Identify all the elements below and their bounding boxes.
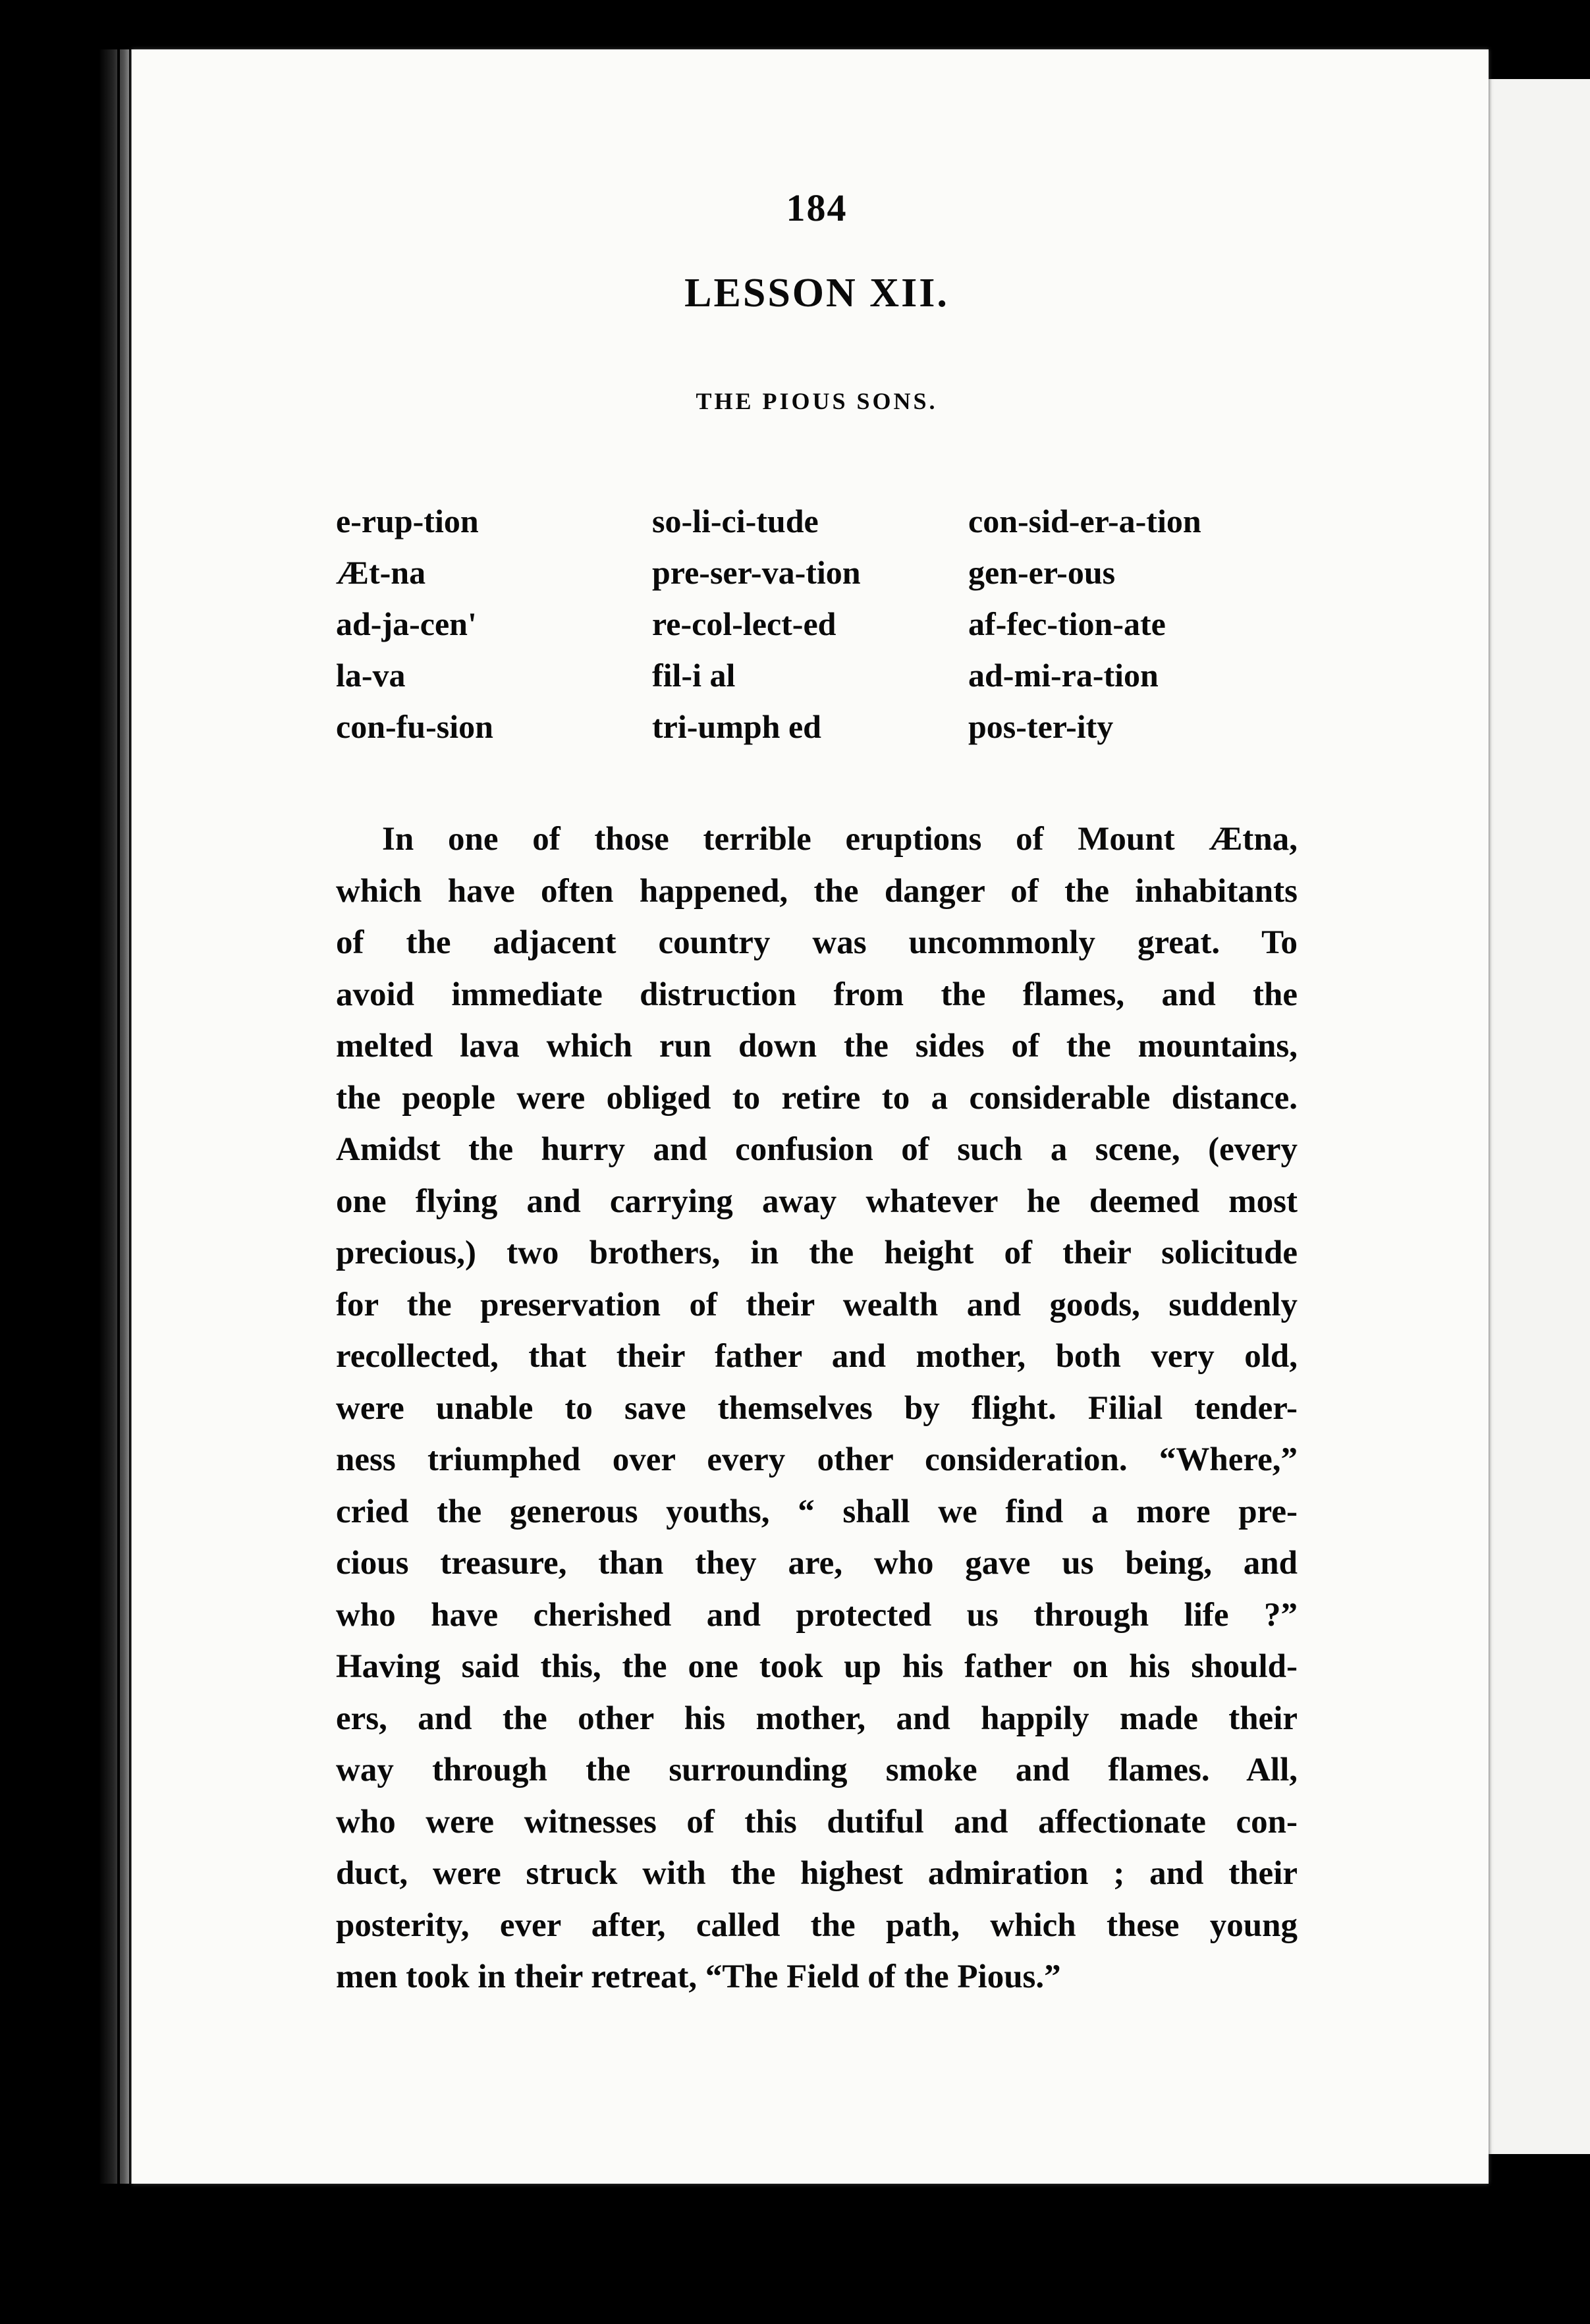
spelling-word: gen-er-ous (968, 554, 1116, 591)
lesson-passage (336, 814, 1298, 2003)
passage-line: were unable to save themselves by flight. Filial tender- (336, 1389, 1298, 1427)
passage-line: who were witnesses of this dutiful and affectionate con- (336, 1803, 1298, 1840)
passage-line: posterity, ever after, called the path, which these young (336, 1906, 1298, 1944)
passage-line: one flying and carrying away whatever he deemed most (336, 1182, 1298, 1220)
gutter-line (129, 49, 131, 2184)
spelling-word: pre-ser-va-tion (652, 554, 861, 591)
passage-line: melted lava which run down the sides of the mountains, (336, 1028, 1298, 1065)
spelling-word: tri-umph ed (652, 708, 821, 745)
passage-line: precious,) two brothers, in the height of their solicitude (336, 1234, 1298, 1271)
spelling-word: ad-ja-cen' (336, 605, 477, 642)
passage-line: avoid immediate distruction from the flames, and the (336, 976, 1298, 1013)
passage-line: Amidst the hurry and confusion of such a scene, (every (336, 1131, 1298, 1168)
spelling-column-3 (968, 495, 1298, 752)
spelling-word: re-col-lect-ed (652, 605, 836, 642)
passage-line: of the adjacent country was uncommonly great. To (336, 924, 1298, 961)
gutter-line (117, 49, 120, 2184)
passage-line: Having said this, the one took up his father on his should- (336, 1648, 1298, 1685)
passage-line: who have cherished and protected us through life ?” (336, 1596, 1298, 1634)
passage-line: In one of those terrible eruptions of Mount Ætna, (382, 821, 1298, 858)
spelling-column-2 (652, 495, 968, 752)
spelling-word-table (336, 495, 1298, 752)
spelling-word: la-va (336, 657, 406, 694)
spelling-word: con-fu-sion (336, 708, 493, 745)
passage-line: men took in their retreat, “The Field of the Pious.” (336, 1958, 1061, 1995)
spelling-word: Æt-na (336, 554, 426, 591)
spelling-word: ad-mi-ra-tion (968, 657, 1159, 694)
page-number: 184 (786, 186, 848, 229)
spelling-word: so-li-ci-tude (652, 503, 819, 540)
spelling-word: e-rup-tion (336, 503, 479, 540)
spelling-word: af-fec-tion-ate (968, 605, 1166, 642)
lesson-title: LESSON XII. (684, 271, 949, 316)
spelling-word: con-sid-er-a-tion (968, 503, 1201, 540)
facing-page-edge (1487, 79, 1590, 2154)
passage-line: cious treasure, than they are, who gave us being, and (336, 1545, 1298, 1582)
passage-line: way through the surrounding smoke and flames. All, (336, 1752, 1298, 1788)
passage-line: for the preservation of their wealth and goods, suddenly (336, 1286, 1298, 1323)
passage-line: cried the generous youths, “ shall we find a more pre- (336, 1493, 1298, 1530)
passage-line: ness triumphed over every other consideration. “Where,” (336, 1441, 1298, 1478)
spelling-word: pos-ter-ity (968, 708, 1114, 745)
passage-line: ers, and the other his mother, and happily made their (336, 1700, 1298, 1737)
passage-line: recollected, that their father and mother, both very old, (336, 1338, 1298, 1375)
passage-line: the people were obliged to retire to a considerable distance. (336, 1079, 1298, 1117)
spelling-word: fil-i al (652, 657, 736, 694)
spelling-column-1 (336, 495, 652, 752)
lesson-subtitle: THE PIOUS SONS. (696, 388, 938, 414)
passage-line: which have often happened, the danger of the inhabitants (336, 872, 1298, 910)
passage-line: duct, were struck with the highest admiration ; and their (336, 1855, 1298, 1892)
